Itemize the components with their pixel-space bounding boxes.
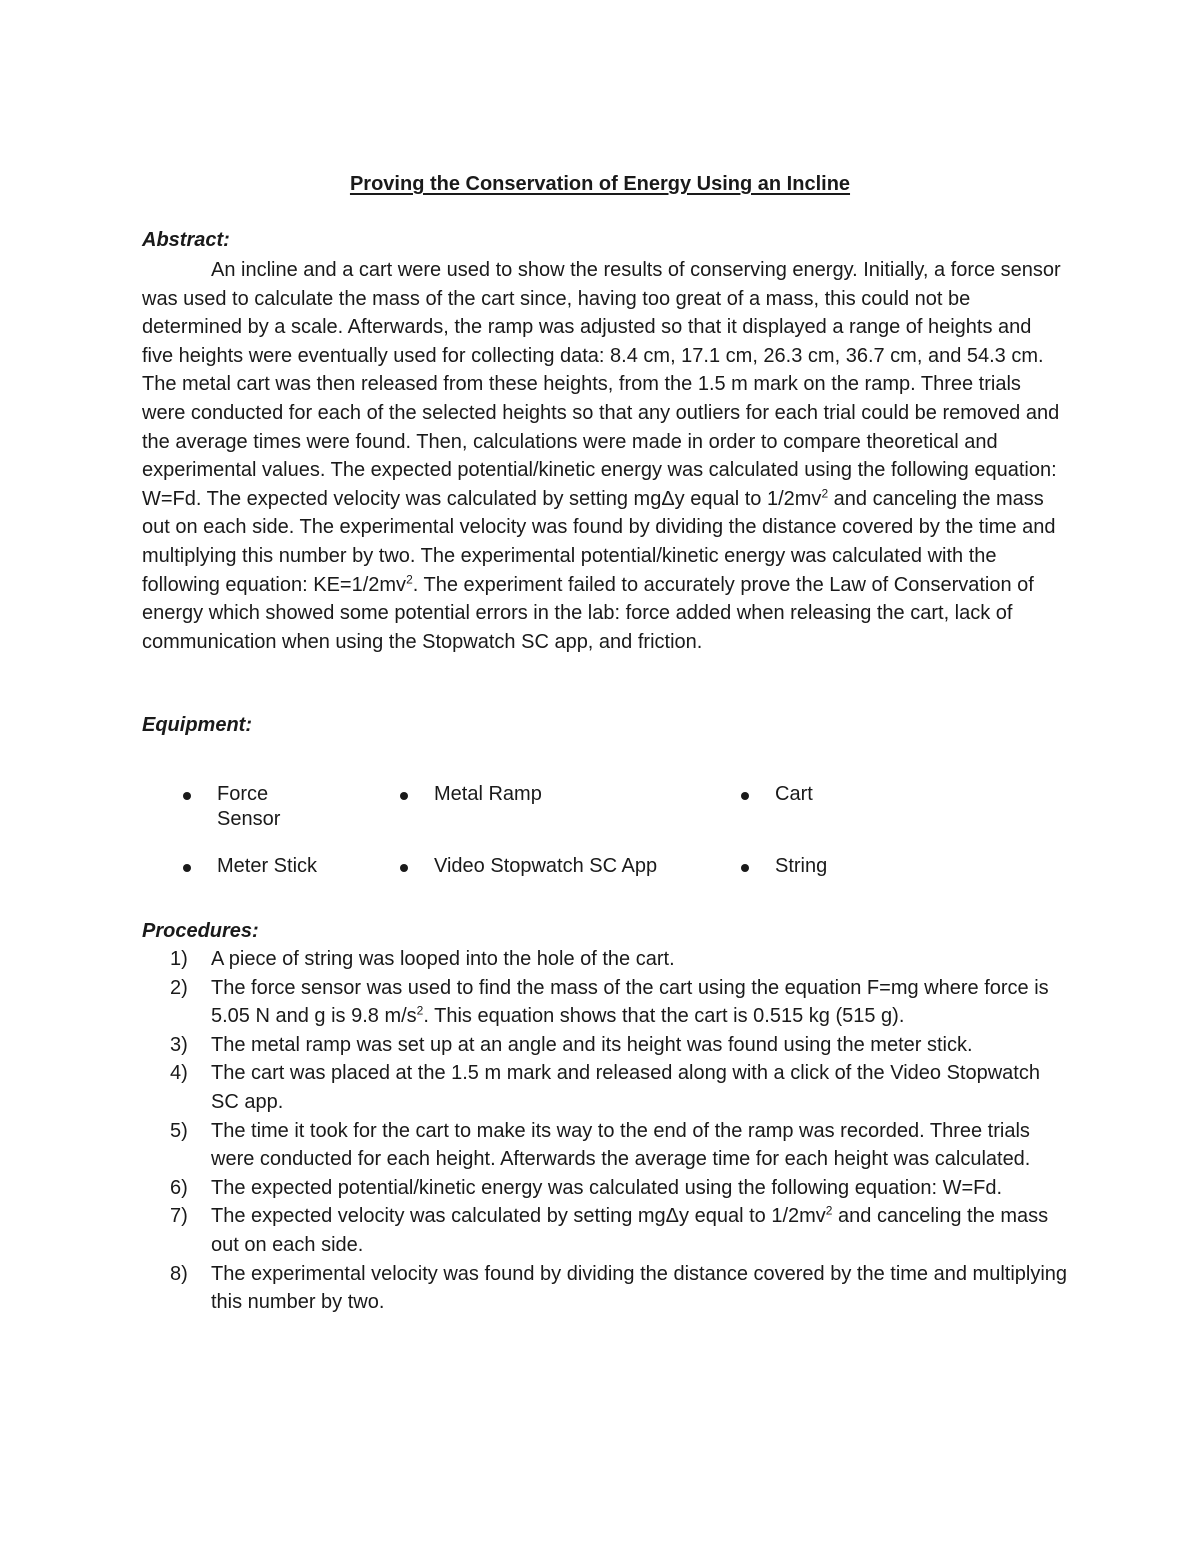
equipment-label: Metal Ramp	[434, 783, 542, 805]
procedures-heading: Procedures:	[142, 920, 259, 942]
step-text-a: The force sensor was used to find the mass of the cart using the equation F=mg where force is 5.05 N and g is 9.8 m/s	[211, 976, 1049, 1028]
step-number: 5)	[170, 1119, 188, 1142]
step-number: 2)	[170, 976, 188, 999]
step-text: The time it took for the cart to make its way to the end of the ramp was recorded. Three trials were conducted for each height. Afterwards the average time for each height was calculated.	[211, 1119, 1031, 1171]
procedure-step	[170, 1202, 1070, 1259]
step-number: 3)	[170, 1033, 188, 1056]
abstract-paragraph	[142, 256, 1062, 656]
equipment-label: Video Stopwatch SC App	[434, 855, 658, 877]
equipment-item-metal-ramp	[434, 782, 542, 807]
step-number: 7)	[170, 1205, 188, 1228]
abstract-superscript-2: 2	[406, 571, 413, 586]
bullet-icon	[183, 792, 191, 800]
step-number: 4)	[170, 1062, 188, 1085]
procedure-step	[170, 945, 1070, 974]
procedure-step	[170, 1174, 1070, 1203]
equipment-label-line2: Sensor	[217, 808, 281, 830]
procedure-step	[170, 1260, 1070, 1317]
step-number: 6)	[170, 1176, 188, 1199]
equipment-label: Meter Stick	[217, 855, 318, 877]
step-text: The experimental velocity was found by dividing the distance covered by the time and multiplying this number by two.	[211, 1262, 1068, 1314]
equipment-label: Cart	[775, 783, 813, 805]
equipment-item-meter-stick	[217, 854, 317, 879]
abstract-superscript-1: 2	[821, 486, 829, 501]
equipment-heading: Equipment:	[142, 714, 252, 736]
abstract-text-part2: and canceling the mass out on each side. The experimental velocity was found by dividing the distance covered by the time and multiplying this number by two. The experimental potential/kinetic energy was calculated with the following equation: KE=1/2mv	[142, 487, 1056, 596]
procedures-list	[170, 945, 1070, 1317]
step-number: 8)	[170, 1262, 188, 1285]
equipment-label: String	[775, 855, 828, 877]
abstract-text-part3: . The experiment failed to accurately prove the Law of Conservation of energy which showed some potential errors in the lab: force added when releasing the cart, lack of communication when using the Stopwatch SC app, and friction.	[142, 573, 1034, 653]
document-title: Proving the Conservation of Energy Using an Incline	[349, 173, 851, 195]
equipment-item-string	[775, 854, 827, 879]
step-text: The expected potential/kinetic energy was calculated using the following equation: W=Fd.	[211, 1176, 1003, 1199]
procedure-step	[170, 1031, 1070, 1060]
bullet-icon	[400, 792, 408, 800]
equipment-item-cart	[775, 782, 813, 807]
procedure-step	[170, 974, 1070, 1031]
bullet-icon	[400, 864, 408, 872]
equipment-item-video-stopwatch	[434, 854, 657, 879]
step-text-b: . This equation shows that the cart is 0.515 kg (515 g).	[423, 1005, 905, 1028]
step-text: A piece of string was looped into the hole of the cart.	[211, 948, 675, 970]
equipment-label-line1: Force	[217, 783, 269, 805]
step-number: 1)	[170, 948, 188, 970]
bullet-icon	[741, 864, 749, 872]
procedure-step	[170, 1059, 1070, 1116]
bullet-icon	[741, 792, 749, 800]
abstract-text-part1: An incline and a cart were used to show the results of conserving energy. Initially, a force sensor was used to calculate the mass of the cart since, having too great of a mass, this could not be determined by a scale. Afterwards, the ramp was adjusted so that it displayed a range of heights and five heights were eventually used for collecting data: 8.4 cm, 17.1 cm, 26.3 cm, 36.7 cm, and 54.3 cm. The metal cart was then released from these heights, from the 1.5 m mark on the ramp. Three trials were conducted for each of the selected heights so that any outliers for each trial could be removed and the average times were found. Then, calculations were made in order to compare theoretical and experimental values. The expected potential/kinetic energy was calculated using the following equation: W=Fd. The expected velocity was calculated by setting mgΔy equal to 1/2mv	[142, 259, 1061, 510]
step-text-b: and canceling the mass out on each side.	[211, 1205, 1049, 1256]
step-superscript: 2	[825, 1203, 833, 1218]
procedure-step	[170, 1117, 1070, 1174]
step-superscript: 2	[416, 1003, 424, 1018]
step-text-a: The expected velocity was calculated by setting mgΔy equal to 1/2mv	[211, 1205, 826, 1228]
step-text: The metal ramp was set up at an angle and its height was found using the meter stick.	[211, 1033, 973, 1056]
bullet-icon	[183, 864, 191, 872]
equipment-item-force-sensor	[217, 782, 280, 832]
abstract-heading: Abstract:	[142, 229, 230, 251]
step-text: The cart was placed at the 1.5 m mark and released along with a click of the Video Stopwatch SC app.	[211, 1062, 1040, 1113]
